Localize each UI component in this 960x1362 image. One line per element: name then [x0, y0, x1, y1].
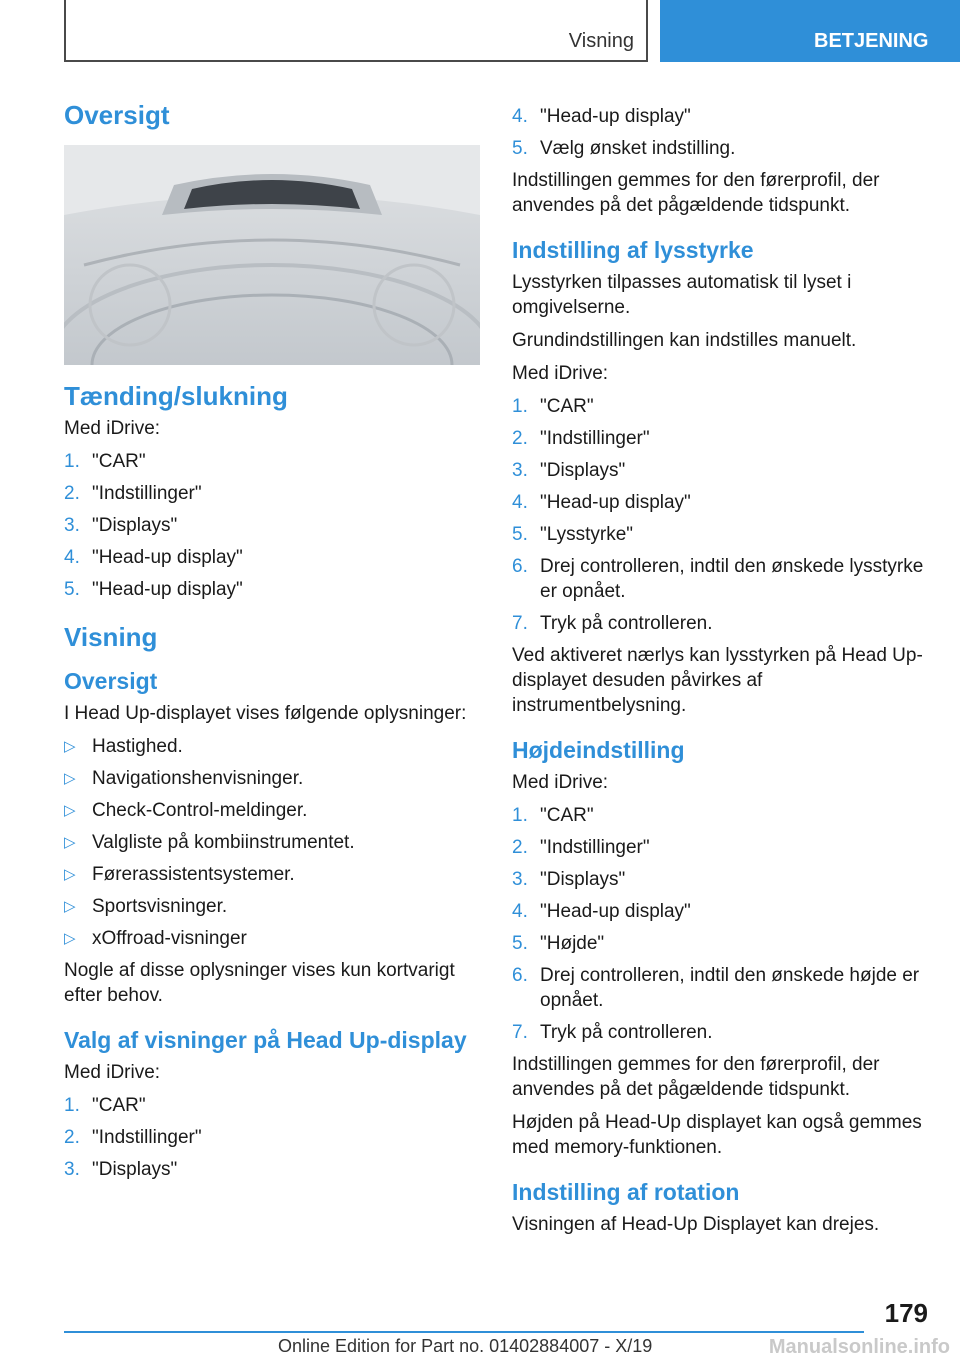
step-item — [64, 513, 484, 538]
step-item — [64, 577, 484, 602]
step-number: 5. — [64, 579, 80, 600]
step-text: Drej controlleren, indtil den ønskede højde er opnået. — [540, 965, 920, 1011]
select-intro: Med iDrive: — [64, 1062, 161, 1083]
bullet-item — [64, 766, 484, 791]
step-text: "Indstillinger" — [540, 428, 650, 449]
step-text: "Head-up display" — [540, 492, 691, 513]
steps-on-off-list — [64, 449, 484, 602]
header-chapter-tab[interactable] — [660, 0, 960, 62]
step-item — [512, 803, 932, 828]
bullet-item — [64, 734, 484, 759]
brightness-auto: Lysstyrken tilpasses automatisk til lyset i omgivelserne. — [512, 272, 852, 318]
header-chapter-label: BETJENING — [814, 30, 929, 52]
heading-on-off: Tænding/slukning — [64, 381, 288, 411]
step-item — [512, 963, 932, 1013]
steps-select-continued-list — [512, 104, 932, 161]
display-intro: I Head Up-displayet vises følgende oplysninger: — [64, 703, 467, 724]
bullet-text: Sportsvisninger. — [92, 896, 228, 917]
bullet-text: xOffroad-visninger — [92, 928, 247, 949]
step-number: 5. — [512, 138, 528, 159]
footer-edition: Online Edition for Part no. 01402884007 - X/19 — [278, 1336, 653, 1356]
bullet-note: Nogle af disse oplysninger vises kun kortvarigt efter behov. — [64, 960, 455, 1006]
step-text: "Displays" — [92, 515, 178, 536]
steps-brightness-list — [512, 394, 932, 636]
step-text: Tryk på controlleren. — [540, 1022, 713, 1043]
step-item — [512, 394, 932, 419]
bullet-item — [64, 862, 484, 887]
step-item — [512, 522, 932, 547]
bullet-item — [64, 830, 484, 855]
step-number: 6. — [512, 556, 528, 577]
steps-select-list — [64, 1093, 484, 1182]
triangle-bullet-icon: ▷ — [64, 802, 76, 819]
step-item — [64, 1125, 484, 1150]
step-number: 4. — [64, 547, 80, 568]
step-number: 2. — [64, 483, 80, 504]
step-text: Tryk på controlleren. — [540, 613, 713, 634]
step-number: 7. — [512, 1022, 528, 1043]
step-text: "CAR" — [540, 396, 594, 417]
step-number: 1. — [64, 1095, 80, 1116]
step-item — [512, 835, 932, 860]
step-item — [512, 426, 932, 451]
brightness-note: Ved aktiveret nærlys kan lysstyrken på Head Up-displayet desuden påvirkes af instrumentbelysning. — [512, 645, 923, 716]
step-item — [64, 449, 484, 474]
triangle-bullet-icon: ▷ — [64, 834, 76, 851]
step-number: 4. — [512, 492, 528, 513]
step-text: "Displays" — [540, 460, 626, 481]
height-intro: Med iDrive: — [512, 772, 609, 793]
step-item — [512, 458, 932, 483]
step-item — [512, 136, 932, 161]
bullet-text: Check-Control-meldinger. — [92, 800, 308, 821]
brightness-manual: Grundindstillingen kan indstilles manuelt. — [512, 330, 857, 351]
step-text: Drej controlleren, indtil den ønskede lysstyrke er opnået. — [540, 556, 924, 602]
rotation-text: Visningen af Head-Up Displayet kan drejes. — [512, 1214, 880, 1235]
step-number: 5. — [512, 524, 528, 545]
idrive-intro: Med iDrive: — [64, 418, 161, 439]
step-text: "CAR" — [540, 805, 594, 826]
subheading-rotation: Indstilling af rotation — [512, 1179, 740, 1205]
triangle-bullet-icon: ▷ — [64, 866, 76, 883]
triangle-bullet-icon: ▷ — [64, 738, 76, 755]
left-column — [64, 96, 484, 1189]
head-up-display-photo — [64, 145, 480, 365]
step-item — [512, 931, 932, 956]
step-number: 5. — [512, 933, 528, 954]
step-item — [512, 611, 932, 636]
step-text: "Head-up display" — [92, 579, 243, 600]
step-text: "Head-up display" — [540, 901, 691, 922]
step-item — [512, 554, 932, 604]
steps-height-list — [512, 803, 932, 1045]
step-text: "Head-up display" — [92, 547, 243, 568]
header-frame — [64, 0, 648, 62]
step-text: "Lysstyrke" — [540, 524, 634, 545]
brightness-intro: Med iDrive: — [512, 363, 609, 384]
step-number: 3. — [64, 515, 80, 536]
triangle-bullet-icon: ▷ — [64, 770, 76, 787]
step-number: 1. — [512, 805, 528, 826]
dashboard-illustration — [64, 145, 480, 365]
step-text: "Indstillinger" — [92, 483, 202, 504]
subheading-select-views: Valg af visninger på Head Up-display — [64, 1027, 467, 1053]
subheading-height: Højdeindstilling — [512, 737, 685, 763]
subheading-overview: Oversigt — [64, 668, 158, 694]
step-text: Vælg ønsket indstilling. — [540, 138, 736, 159]
step-number: 4. — [512, 106, 528, 127]
bullet-text: Navigationshenvisninger. — [92, 768, 304, 789]
bullet-item — [64, 798, 484, 823]
select-saved-note: Indstillingen gemmes for den førerprofil, der anvendes på det pågældende tidspunkt. — [512, 170, 880, 216]
step-item — [64, 1157, 484, 1182]
step-number: 2. — [512, 428, 528, 449]
step-item — [512, 867, 932, 892]
header-section-title: Visning — [568, 30, 634, 52]
step-number: 4. — [512, 901, 528, 922]
footer-divider — [64, 1331, 864, 1333]
watermark-logo: Manualsonline.info — [768, 1336, 950, 1358]
step-number: 3. — [64, 1159, 80, 1180]
step-item — [64, 545, 484, 570]
step-number: 3. — [512, 460, 528, 481]
step-number: 3. — [512, 869, 528, 890]
step-text: "Højde" — [540, 933, 605, 954]
bullet-text: Hastighed. — [92, 736, 183, 757]
step-text: "Displays" — [540, 869, 626, 890]
right-column — [512, 104, 932, 1245]
step-number: 1. — [64, 451, 80, 472]
step-item — [64, 481, 484, 506]
step-text: "Head-up display" — [540, 106, 691, 127]
bullet-item — [64, 926, 484, 951]
height-saved-note: Indstillingen gemmes for den førerprofil, der anvendes på det pågældende tidspunkt. — [512, 1054, 880, 1100]
step-text: "CAR" — [92, 1095, 146, 1116]
step-item — [512, 1020, 932, 1045]
page-number: 179 — [884, 1298, 928, 1328]
step-text: "Indstillinger" — [540, 837, 650, 858]
step-number: 2. — [64, 1127, 80, 1148]
step-item — [64, 1093, 484, 1118]
step-item — [512, 899, 932, 924]
step-number: 2. — [512, 837, 528, 858]
subheading-brightness: Indstilling af lysstyrke — [512, 237, 754, 263]
height-memory-note: Højden på Head-Up displayet kan også gemmes med memory-funktionen. — [512, 1112, 922, 1158]
bullet-item — [64, 894, 484, 919]
triangle-bullet-icon: ▷ — [64, 930, 76, 947]
triangle-bullet-icon: ▷ — [64, 898, 76, 915]
bullet-text: Valgliste på kombiinstrumentet. — [92, 832, 355, 853]
display-info-list — [64, 734, 484, 951]
step-item — [512, 490, 932, 515]
step-number: 1. — [512, 396, 528, 417]
step-item — [512, 104, 932, 129]
heading-display: Visning — [64, 622, 158, 652]
step-text: "Indstillinger" — [92, 1127, 202, 1148]
step-number: 7. — [512, 613, 528, 634]
step-text: "Displays" — [92, 1159, 178, 1180]
bullet-text: Førerassistentsystemer. — [92, 864, 295, 885]
heading-overview: Oversigt — [64, 100, 170, 130]
step-text: "CAR" — [92, 451, 146, 472]
step-number: 6. — [512, 965, 528, 986]
